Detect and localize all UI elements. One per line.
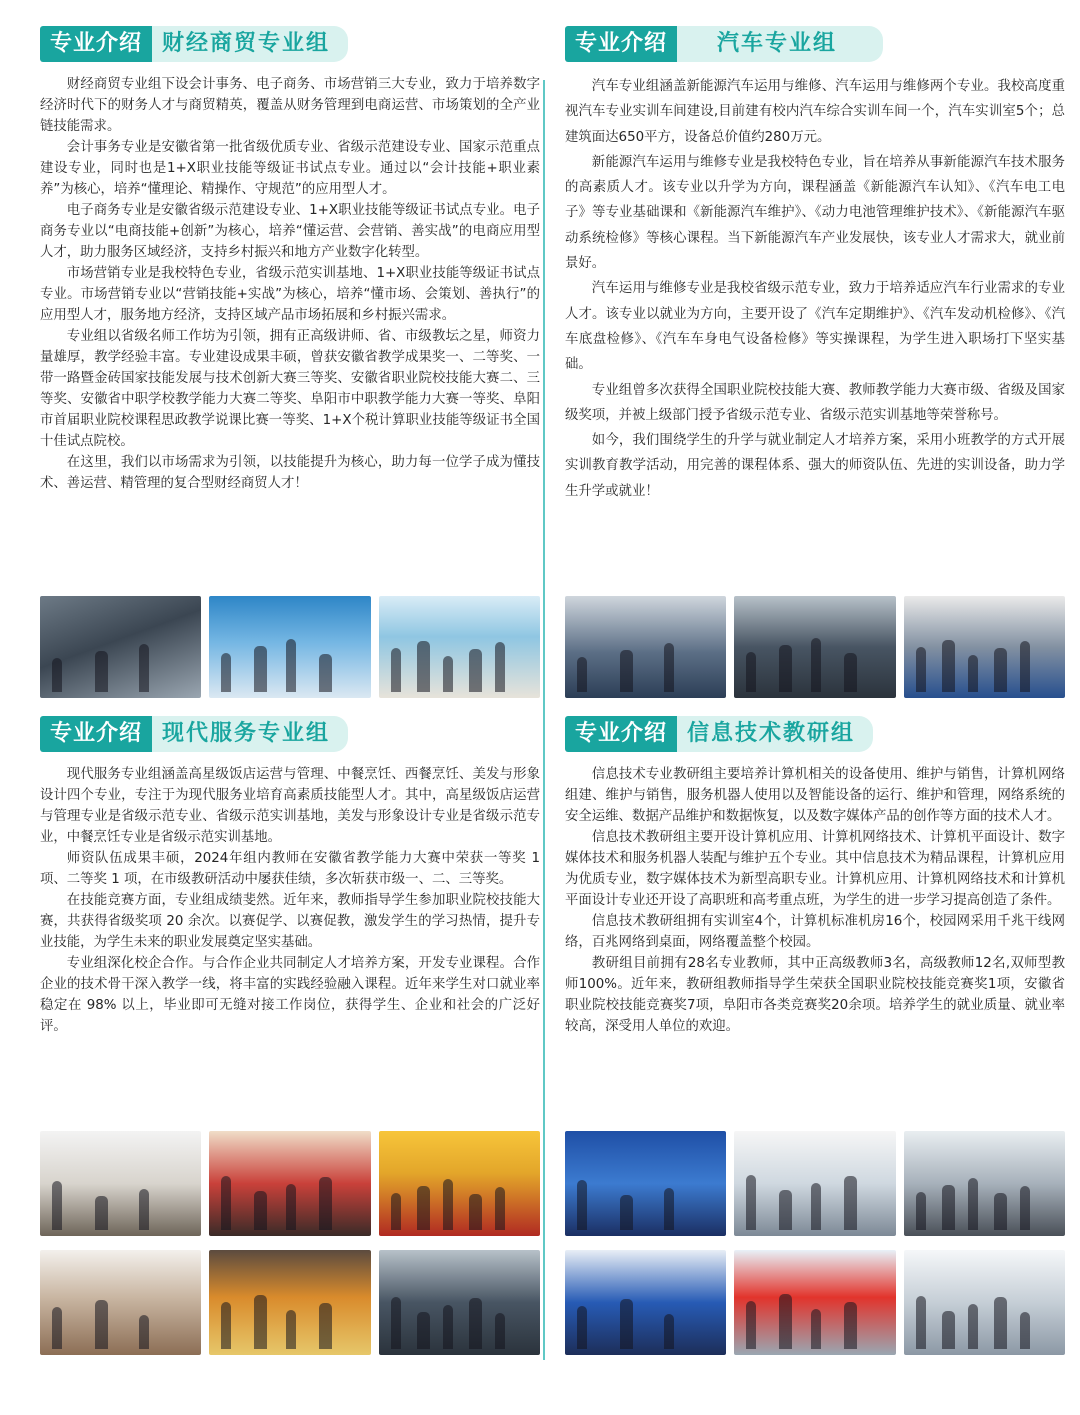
photo-row: [565, 596, 1065, 698]
photo-figure: [994, 648, 1007, 692]
photo-figure: [52, 658, 62, 692]
section-tag: 专业介绍: [40, 26, 152, 62]
workshop-photo: [734, 596, 895, 698]
photo-figure: [746, 1175, 756, 1230]
photo-figure: [286, 639, 296, 692]
photo-figure: [391, 1297, 401, 1349]
photo-figure: [1020, 641, 1030, 692]
photo-row: [40, 1250, 540, 1355]
photo-figure: [746, 1301, 756, 1349]
photo-figure: [417, 1312, 430, 1349]
chef-photo: [40, 1250, 201, 1355]
section-finance: [40, 24, 540, 494]
section-body: [40, 764, 540, 1037]
photo-figure: [221, 1176, 231, 1230]
photo-figure: [620, 1299, 633, 1349]
photo-figure: [916, 1192, 926, 1230]
photo-figure: [1020, 1312, 1030, 1349]
photo-figure: [319, 1177, 332, 1230]
photo-figure: [95, 1300, 108, 1349]
photo-figure: [286, 1184, 296, 1230]
paragraph: 信息技术专业教研组主要培养计算机相关的设备使用、维护与销售，计算机网络组建、维护与销售，服务机器人使用以及智能设备的运行、维护和管理，网络系统的安全运维、数据产品维护和数据恢复，以及数字媒体产品的创作等方面的技术人才。: [565, 767, 1065, 824]
photo-figure: [443, 656, 453, 692]
award-photo: [379, 596, 540, 698]
paragraph: 市场营销专业是我校特色专业，省级示范实训基地、1+X职业技能等级证书试点专业。市场营销专业以“营销技能+实战”为核心，培养“懂市场、会策划、善执行”的应用型人才，服务地方经济，支持区域产品市场拓展和乡村振兴需求。: [40, 266, 540, 323]
paragraph: 教研组目前拥有28名专业教师，其中正高级教师3名，高级教师12名,双师型教师100%。近年来，教研组教师指导学生荣获全国职业院校技能竞赛奖1项，安徽省职业院校技能竞赛奖7项，阜阳市各类竞赛奖20余项。培养学生的就业质量、就业率较高，深受用人单位的欢迎。: [565, 956, 1065, 1034]
section-title: 信息技术教研组: [677, 716, 873, 752]
photo-figure: [811, 638, 821, 692]
photo-figure: [779, 1294, 792, 1349]
section-title: 现代服务专业组: [152, 716, 348, 752]
photo-figure: [221, 1302, 231, 1349]
group-photo: [565, 1250, 726, 1355]
photo-figure: [844, 1302, 857, 1349]
hair-design-photo: [209, 1131, 370, 1236]
award-photo: [379, 1250, 540, 1355]
photo-figure: [391, 1193, 401, 1230]
photo-figure: [916, 1296, 926, 1349]
paragraph: 在技能竞赛方面，专业组成绩斐然。近年来，教师指导学生参加职业院校技能大赛，共获得省级奖项 20 余次。以赛促学、以赛促教，激发学生的学习热情，提升专业技能，为学生未来的职业发展奠定坚实基础。: [40, 893, 540, 950]
photo-figure: [417, 1186, 430, 1230]
photo-figure: [391, 648, 401, 692]
training-photo: [565, 596, 726, 698]
photo-figure: [254, 646, 267, 692]
paragraph: 师资队伍成果丰硕，2024年组内教师在安徽省教学能力大赛中荣获一等奖 1 项、二等奖 1 项，在市级教研活动中屡获佳绩，多次斩获市级一、二、三等奖。: [40, 851, 540, 887]
section-header: [40, 24, 540, 64]
section-body: [565, 764, 1065, 1037]
photo-figure: [254, 1191, 267, 1230]
photo-figure: [844, 653, 857, 692]
paragraph: 新能源汽车运用与维修专业是我校特色专业，旨在培养从事新能源汽车技术服务的高素质人才。该专业以升学为方向，课程涵盖《新能源汽车认知》、《汽车电工电子》等专业基础课和《新能源汽车维护》、《动力电池管理维护技术》、《新能源汽车驱动系统检修》等核心课程。当下新能源汽车产业发展快，该专业人才需求大，就业前景好。: [565, 154, 1065, 272]
photo-figure: [469, 1298, 482, 1349]
classroom-photo: [40, 596, 201, 698]
photo-figure: [139, 1189, 149, 1230]
center-divider: [543, 80, 545, 1360]
photo-figure: [286, 1310, 296, 1349]
photo-figure: [495, 1187, 505, 1230]
paragraph: 电子商务专业是安徽省级示范建设专业、1+X职业技能等级证书试点专业。电子商务专业以“电商技能+创新”为核心，培养“懂运营、会营销、善实战”的电商应用型人才，助力服务区域经济，支持乡村振兴和地方产业数字化转型。: [40, 203, 540, 260]
photo-figure: [577, 657, 587, 692]
car-repair-photo: [904, 596, 1065, 698]
photo-figure: [779, 645, 792, 692]
photo-row: [40, 596, 540, 698]
paragraph: 专业组深化校企合作。与合作企业共同制定人才培养方案，开发专业课程。合作企业的技术骨干深入教学一线，将丰富的实践经验融入课程。近年来学生对口就业率稳定在 98% 以上，毕业即可无缝对接工作岗位，获得学生、企业和社会的广泛好评。: [40, 956, 540, 1034]
award-photo: [209, 596, 370, 698]
photo-figure: [994, 1297, 1007, 1349]
computer-lab-photo: [734, 1131, 895, 1236]
photo-figure: [664, 643, 674, 692]
paragraph: 信息技术教研组拥有实训室4个，计算机标准机房16个，校园网采用千兆干线网络，百兆网络到桌面，网络覆盖整个校园。: [565, 914, 1065, 950]
paragraph: 会计事务专业是安徽省第一批省级优质专业、省级示范建设专业、国家示范重点建设专业，同时也是1+X职业技能等级证书试点专业。通过以“会计技能+职业素养”为核心，培养“懂理论、精操作、守规范”的应用型人才。: [40, 140, 540, 197]
section-header: [40, 714, 540, 754]
photo-figure: [620, 1195, 633, 1230]
paragraph: 现代服务专业组涵盖高星级饭店运营与管理、中餐烹饪、西餐烹饪、美发与形象设计四个专业，专注于为现代服务业培育高素质技能型人才。其中，高星级饭店运营与管理专业是省级示范专业、省级示范实训基地，美发与形象设计专业是省级示范专业，中餐烹饪专业是省级示范实训基地。: [40, 767, 540, 845]
photo-figure: [417, 641, 430, 692]
paragraph: 在这里，我们以市场需求为引领，以技能提升为核心，助力每一位学子成为懂技术、善运营、精管理的复合型财经商贸人才！: [40, 455, 540, 491]
section-tag: 专业介绍: [565, 26, 677, 62]
section-title: 汽车专业组: [677, 26, 883, 62]
photo-figure: [443, 1179, 453, 1230]
section-it: [565, 714, 1065, 1037]
photo-figure: [664, 1188, 674, 1230]
cocktail-photo: [209, 1250, 370, 1355]
section-body: [565, 74, 1065, 504]
photo-figure: [52, 1181, 62, 1230]
photo-figure: [968, 655, 978, 692]
cooking-class-photo: [40, 1131, 201, 1236]
section-service: [40, 714, 540, 1037]
photo-figure: [746, 652, 756, 692]
photo-row: [565, 1131, 1065, 1236]
section-title: 财经商贸专业组: [152, 26, 348, 62]
photo-figure: [620, 650, 633, 692]
photo-figure: [811, 1183, 821, 1230]
photo-figure: [139, 644, 149, 692]
competition-photo: [379, 1131, 540, 1236]
photo-figure: [942, 1311, 955, 1349]
photo-figure: [577, 1306, 587, 1349]
photo-figure: [916, 647, 926, 692]
server-room-photo: [904, 1250, 1065, 1355]
section-tag: 专业介绍: [40, 716, 152, 752]
paragraph: 汽车专业组涵盖新能源汽车运用与维修、汽车运用与维修两个专业。我校高度重视汽车专业实训车间建设,目前建有校内汽车综合实训车间一个，汽车实训室5个；总建筑面达650平方，设备总价值约280万元。: [565, 79, 1065, 145]
section-body: [40, 74, 540, 494]
photo-row: [40, 1131, 540, 1236]
competition-photo: [565, 1131, 726, 1236]
photo-figure: [469, 1194, 482, 1230]
photo-figure: [942, 1185, 955, 1230]
photo-figure: [811, 1309, 821, 1349]
photo-figure: [577, 1180, 587, 1230]
photo-row: [565, 1250, 1065, 1355]
photo-figure: [443, 1305, 453, 1349]
photo-figure: [95, 1196, 108, 1230]
photo-figure: [942, 640, 955, 692]
photo-figure: [319, 1303, 332, 1349]
lab-photo: [904, 1131, 1065, 1236]
photo-figure: [844, 1176, 857, 1230]
campus-arch-photo: [734, 1250, 895, 1355]
photo-figure: [779, 1190, 792, 1230]
photo-figure: [968, 1304, 978, 1349]
photo-figure: [495, 1313, 505, 1349]
section-header: [565, 24, 1065, 64]
photo-figure: [968, 1178, 978, 1230]
paragraph: 财经商贸专业组下设会计事务、电子商务、市场营销三大专业，致力于培养数字经济时代下的财务人才与商贸精英，覆盖从财务管理到电商运营、市场策划的全产业链技能需求。: [40, 77, 540, 134]
photo-figure: [994, 1193, 1007, 1230]
paragraph: 专业组以省级名师工作坊为引领，拥有正高级讲师、省、市级教坛之星，师资力量雄厚，教学经验丰富。专业建设成果丰硕，曾获安徽省教学成果奖一、二等奖、一带一路暨金砖国家技能发展与技术创新大赛三等奖、安徽省职业院校技能大赛二、三等奖、安徽省中职学校教学能力大赛二等奖、阜阳市中职教学能力大赛一等奖、阜阳市首届职业院校课程思政教学说课比赛一等奖、1+X个税计算职业技能等级证书全国十佳试点院校。: [40, 329, 540, 449]
section-header: [565, 714, 1065, 754]
photo-figure: [664, 1314, 674, 1349]
section-tag: 专业介绍: [565, 716, 677, 752]
photo-figure: [495, 642, 505, 692]
photo-figure: [469, 649, 482, 692]
photo-figure: [95, 651, 108, 692]
section-auto: [565, 24, 1065, 504]
paragraph: 专业组曾多次获得全国职业院校技能大赛、教师教学能力大赛市级、省级及国家级奖项，并被上级部门授予省级示范专业、省级示范实训基地等荣誉称号。: [565, 382, 1065, 423]
photo-figure: [221, 653, 231, 692]
photo-figure: [52, 1307, 62, 1349]
photo-figure: [1020, 1186, 1030, 1230]
paragraph: 信息技术教研组主要开设计算机应用、计算机网络技术、计算机平面设计、数字媒体技术和服务机器人装配与维护五个专业。其中信息技术为精品课程，计算机应用为优质专业，数字媒体技术为新型高职专业。计算机应用、计算机网络技术和计算机平面设计专业还开设了高职班和高考重点班，为学生的进一步学习提高创造了条件。: [565, 830, 1065, 908]
paragraph: 汽车运用与维修专业是我校省级示范专业，致力于培养适应汽车行业需求的专业人才。该专业以就业为方向，主要开设了《汽车定期维护》、《汽车发动机检修》、《汽车底盘检修》、《汽车车身电气设备检修》等实操课程，为学生进入职场打下坚实基础。: [565, 281, 1065, 373]
paragraph: 如今，我们围绕学生的升学与就业制定人才培养方案，采用小班教学的方式开展实训教育教学活动，用完善的课程体系、强大的师资队伍、先进的实训设备，助力学生升学或就业！: [565, 433, 1065, 499]
photo-figure: [319, 654, 332, 692]
photo-figure: [139, 1315, 149, 1349]
photo-figure: [254, 1295, 267, 1349]
